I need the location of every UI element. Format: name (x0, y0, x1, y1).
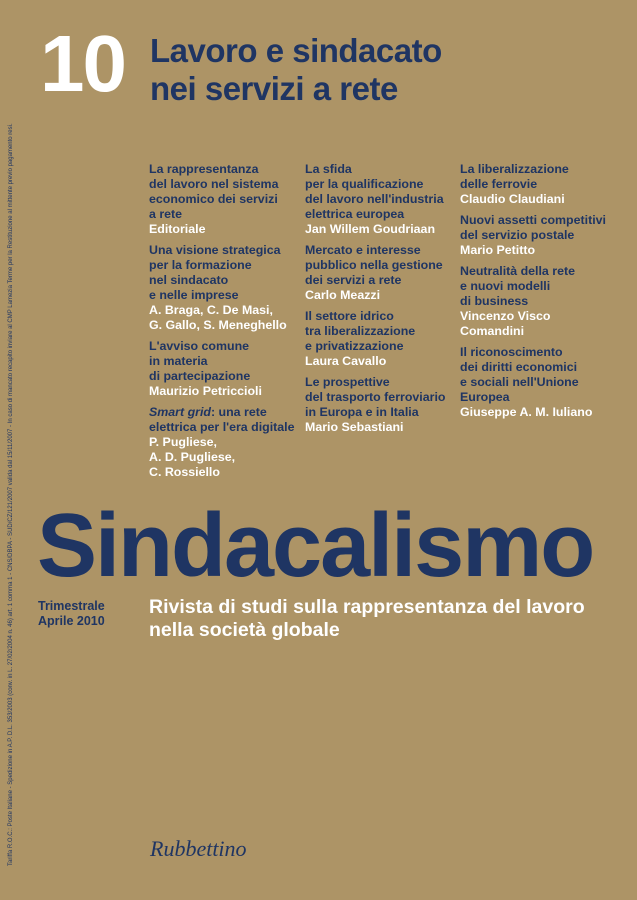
contents-column-1 (149, 162, 299, 486)
issue-number: 10 (40, 19, 125, 108)
article-author: Maurizio Petriccioli (149, 384, 262, 398)
issue-theme-line-1: Lavoro e sindacato (150, 32, 442, 69)
journal-masthead: Sindacalismo (37, 496, 594, 596)
article-author: Mario Petitto (460, 243, 536, 257)
article-title: L'avviso comune in materia di partecipazione (149, 339, 251, 383)
article-title: Il riconoscimento dei diritti economici e sociali nell'Unione Europea (460, 345, 579, 404)
article-title: Neutralità della rete e nuovi modelli di business (460, 264, 576, 308)
article-author: Carlo Meazzi (305, 288, 381, 302)
article-title (149, 405, 299, 435)
article-title: Nuovi assetti competitivi del servizio postale (460, 213, 606, 242)
periodicity-date: Aprile 2010 (38, 614, 105, 628)
article-author: A. Braga, C. De Masi, G. Gallo, S. Meneghello (149, 303, 287, 332)
journal-subtitle-line-2: nella società globale (149, 619, 340, 641)
article-title-italic: Smart grid (149, 405, 211, 419)
article (149, 339, 299, 399)
article (305, 309, 455, 369)
article (460, 162, 610, 207)
article (460, 264, 610, 339)
article-title: La sfida per la qualificazione del lavoro nell'industria elettrica europea (305, 162, 444, 221)
article-author: Laura Cavallo (305, 354, 387, 368)
article-title-rest: : una rete elettrica per l'era digitale (149, 405, 295, 434)
article-author: Giuseppe A. M. Iuliano (460, 405, 593, 419)
article-title: Il settore idrico tra liberalizzazione e privatizzazione (305, 309, 416, 353)
article-author: Mario Sebastiani (305, 420, 404, 434)
article-author: Jan Willem Goudriaan (305, 222, 436, 236)
postal-notice: Tariffa R.O.C.: Poste Italiane - Spedizione in A.P. D.L. 353/2003 (conv. in L. 27/02/2004 n. 46) art. 1 comma 1 - CNS/DBPA - SUD/CZ/121/2007 valida dal 15/11/2007 - In caso di mancato recapito inviare al CMP Lamezia Terme per la Restituzione al mittente previo pagamento resi. (8, 123, 14, 866)
article-title: La rappresentanza del lavoro nel sistema economico dei servizi a rete (149, 162, 279, 221)
article (149, 405, 299, 480)
contents-column-2 (305, 162, 455, 441)
article (460, 345, 610, 420)
article-title: Una visione strategica per la formazione nel sindacato e nelle imprese (149, 243, 281, 302)
article-author: Claudio Claudiani (460, 192, 565, 206)
issue-theme-title (150, 32, 620, 108)
article-title: La liberalizzazione delle ferrovie (460, 162, 569, 191)
periodicity (38, 599, 105, 629)
article-title: Le prospettive del trasporto ferroviario in Europa e in Italia (305, 375, 446, 419)
article-author: Vincenzo Visco Comandini (460, 309, 551, 338)
article-author: P. Pugliese, A. D. Pugliese, C. Rossiello (149, 435, 236, 479)
article (305, 162, 455, 237)
article-author: Editoriale (149, 222, 206, 236)
article-title: Mercato e interesse pubblico nella gestione dei servizi a rete (305, 243, 443, 287)
publisher-logo: Rubbettino (150, 836, 247, 861)
journal-subtitle (149, 596, 619, 642)
article (460, 213, 610, 258)
issue-theme-line-2: nei servizi a rete (150, 70, 398, 107)
article (149, 243, 299, 333)
journal-subtitle-line-1: Rivista di studi sulla rappresentanza del lavoro (149, 596, 585, 618)
article (305, 375, 455, 435)
contents-column-3 (460, 162, 610, 426)
article (305, 243, 455, 303)
article (149, 162, 299, 237)
periodicity-frequency: Trimestrale (38, 599, 105, 613)
